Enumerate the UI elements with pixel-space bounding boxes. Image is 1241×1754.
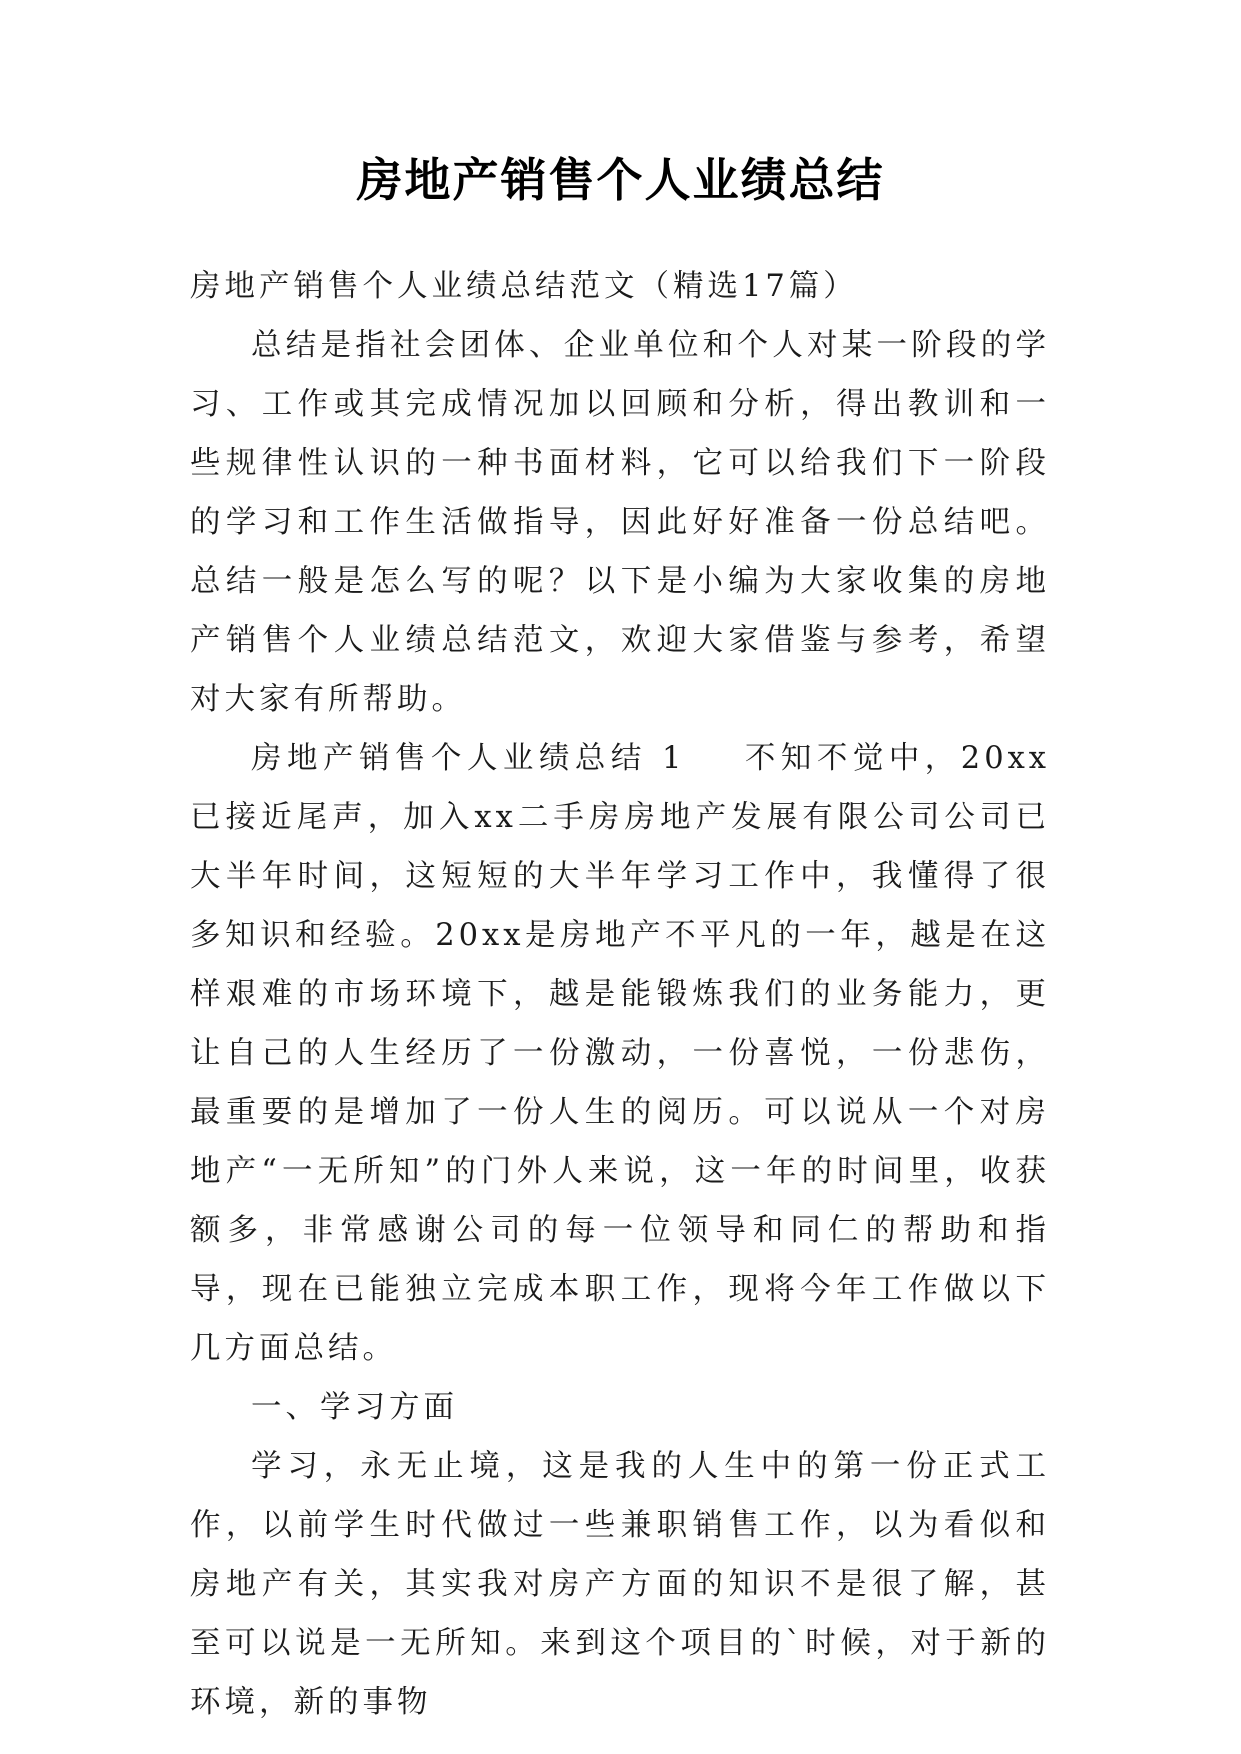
section-1-text: 不知不觉中，20xx已接近尾声，加入xx二手房房地产发展有限公司公司已大半年时间，这短短的大半年学习工作中，我懂得了很多知识和经验。20xx是房地产不平凡的一年，越是在这样艰难的市场环境下，越是能锻炼我们的业务能力，更让自己的人生经历了一份激动，一份喜悦，一份悲伤，最重要的是增加了一份人生的阅历。可以说从一个对房地产“一无所知”的门外人来说，这一年的时间里，收获额多，非常感谢公司的每一位领导和同仁的帮助和指导，现在已能独立完成本职工作，现将今年工作做以下几方面总结。: [190, 741, 1050, 1366]
intro-paragraph: 总结是指社会团体、企业单位和个人对某一阶段的学习、工作或其完成情况加以回顾和分析，得出教训和一些规律性认识的一种书面材料，它可以给我们下一阶段的学习和工作生活做指导，因此好好准备一份总结吧。总结一般是怎么写的呢？以下是小编为大家收集的房地产销售个人业绩总结范文，欢迎大家借鉴与参考，希望对大家有所帮助。: [190, 328, 1050, 717]
point-1-heading: 一、学习方面: [251, 1390, 458, 1425]
document-title: 房地产销售个人业绩总结: [356, 153, 885, 207]
document-body: [190, 257, 1050, 1732]
section-1-heading: 房地产销售个人业绩总结 1: [251, 741, 686, 776]
point-1-paragraph: 学习，永无止境，这是我的人生中的第一份正式工作，以前学生时代做过一些兼职销售工作，以为看似和房地产有关，其实我对房产方面的知识不是很了解，甚至可以说是一无所知。来到这个项目的`时候，对于新的环境，新的事物: [190, 1449, 1050, 1720]
section-1-paragraph: [190, 729, 1050, 1378]
document-subtitle: 房地产销售个人业绩总结范文（精选17篇）: [190, 269, 858, 304]
